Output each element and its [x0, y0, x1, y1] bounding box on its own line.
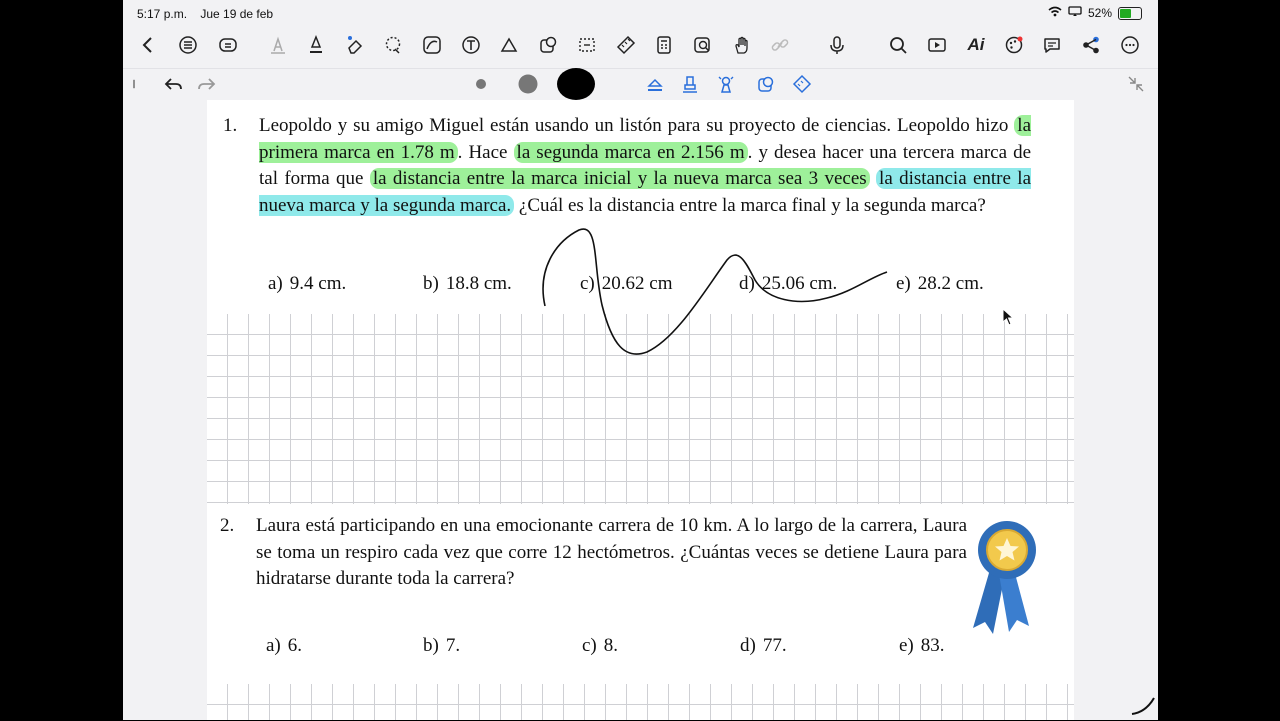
- redo-icon[interactable]: [194, 71, 220, 97]
- image-icon[interactable]: [496, 32, 522, 58]
- q1-option-b[interactable]: b) 18.8 cm.: [423, 273, 512, 294]
- question-number: 1.: [223, 115, 238, 136]
- eraser-icon[interactable]: [342, 32, 368, 58]
- eraser-mode-standard-icon[interactable]: [642, 71, 668, 97]
- undo-icon[interactable]: [160, 71, 186, 97]
- back-chevron-icon[interactable]: [135, 32, 161, 58]
- q2-option-c[interactable]: c) 8.: [582, 635, 619, 656]
- ruler-icon[interactable]: [613, 32, 639, 58]
- pen-icon[interactable]: [303, 32, 329, 58]
- link-icon[interactable]: [767, 32, 793, 58]
- palette-icon[interactable]: [1001, 32, 1027, 58]
- tool-options-bar: [123, 68, 1158, 101]
- battery-icon: [1118, 7, 1142, 20]
- q2-option-e[interactable]: e) 83.: [899, 635, 945, 656]
- text-run: . y desea hacer una tercera marca de tal forma que: [259, 141, 1031, 189]
- microphone-icon[interactable]: [824, 32, 850, 58]
- text-run: . Hace: [457, 141, 508, 163]
- highlight-green: la distancia entre la marca inicial y la nueva marca sea 3 veces: [370, 168, 870, 189]
- ai-icon[interactable]: Ai: [967, 35, 985, 54]
- text-mark-icon[interactable]: [265, 32, 291, 58]
- comment-icon[interactable]: [1039, 32, 1065, 58]
- hand-icon[interactable]: [729, 32, 755, 58]
- outline-icon[interactable]: [175, 32, 201, 58]
- lasso-icon[interactable]: [380, 32, 406, 58]
- more-icon[interactable]: [1117, 32, 1143, 58]
- sidebar-handle-icon[interactable]: [127, 71, 141, 97]
- ink-stroke-corner: [1130, 694, 1156, 721]
- highlight-cyan: la distancia entre la nueva marca y la segunda marca.: [259, 168, 1032, 216]
- q1-option-d[interactable]: d) 25.06 cm.: [739, 273, 838, 294]
- stroke-size-small[interactable]: [468, 71, 494, 97]
- highlight-green: la segunda marca en 2.156 m: [514, 142, 748, 163]
- thumbnails-icon[interactable]: [215, 32, 241, 58]
- stroke-size-medium[interactable]: [515, 71, 541, 97]
- question-text: Laura está participando en una emocionante carrera de 10 km. A lo largo de la carrera, Laura se toma un respiro cada vez que corre 12 hectómetros. ¿Cuántas veces se detiene Laura para hidratarse durante toda la carrera?: [256, 515, 967, 589]
- medal-icon: [967, 518, 1047, 638]
- presentation-icon[interactable]: [924, 32, 950, 58]
- q2-option-b[interactable]: b) 7.: [423, 635, 461, 656]
- mouse-pointer-icon: [1002, 308, 1014, 331]
- calculator-icon[interactable]: [651, 32, 677, 58]
- battery-percent: 52%: [1087, 6, 1112, 20]
- grid-workspace-1[interactable]: [207, 314, 1074, 504]
- search-icon[interactable]: [885, 32, 911, 58]
- collapse-toolbar-icon[interactable]: [1123, 71, 1149, 97]
- crop-icon[interactable]: [574, 32, 600, 58]
- stroke-size-large[interactable]: [557, 67, 595, 101]
- text-run: Leopoldo y su amigo Miguel están usando un listón para su proyecto de ciencias. Leopoldo hizo: [259, 115, 1009, 136]
- app-screen: [123, 0, 1158, 720]
- q2-option-d[interactable]: d) 77.: [740, 635, 787, 656]
- eraser-mode-tape-icon[interactable]: [713, 71, 739, 97]
- screen-mirror-icon: [1068, 6, 1082, 20]
- status-date: Jue 19 de feb: [200, 7, 274, 21]
- grid-workspace-2[interactable]: [207, 684, 1074, 720]
- share-icon[interactable]: [1078, 32, 1104, 58]
- document-page[interactable]: [207, 100, 1074, 720]
- sticker-icon[interactable]: [535, 32, 561, 58]
- zoom-box-icon[interactable]: [690, 32, 716, 58]
- eraser-mode-object-icon[interactable]: [753, 71, 779, 97]
- main-toolbar: [123, 32, 1158, 66]
- q1-option-c[interactable]: c) 20.62 cm: [580, 273, 673, 294]
- highlight-green: la primera marca en 1.78 m: [259, 115, 1032, 163]
- text-run: ¿Cuál es la distancia entre la marca final y la segunda marca?: [518, 194, 986, 216]
- q1-option-e[interactable]: e) 28.2 cm.: [896, 273, 984, 294]
- q1-option-a[interactable]: a) 9.4 cm.: [268, 273, 347, 294]
- status-time: 5:17 p.m.: [137, 7, 188, 21]
- wifi-icon: [1048, 6, 1062, 20]
- question-text: [259, 113, 1031, 219]
- eraser-mode-ruler-icon[interactable]: [789, 71, 815, 97]
- text-box-icon[interactable]: [458, 32, 484, 58]
- eraser-mode-highlighter-icon[interactable]: [677, 71, 703, 97]
- q2-option-a[interactable]: a) 6.: [266, 635, 303, 656]
- question-number: 2.: [220, 515, 235, 536]
- shape-icon[interactable]: [419, 32, 445, 58]
- status-bar: [123, 0, 1158, 28]
